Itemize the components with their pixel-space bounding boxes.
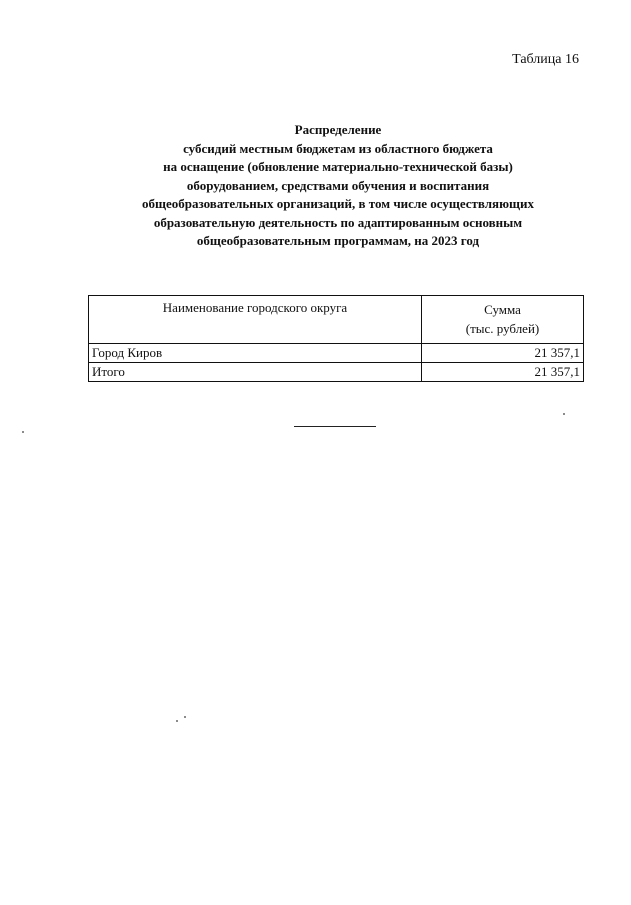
scan-speck [176, 720, 178, 722]
column-header-sum [422, 296, 584, 344]
column-header-sum-unit: (тыс. рублей) [465, 321, 540, 336]
table-total-row [89, 363, 584, 382]
row-total-value: 21 357,1 [422, 363, 584, 382]
row-total-label: Итого [89, 363, 422, 382]
scan-speck [184, 716, 186, 718]
end-separator-line [294, 426, 376, 427]
table-header-row [89, 296, 584, 344]
column-header-district: Наименование городского округа [89, 296, 422, 344]
heading-line: общеобразовательных организаций, в том числе осуществляющих [142, 196, 534, 211]
heading-line: оборудованием, средствами обучения и воспитания [186, 177, 490, 193]
table-row [89, 344, 584, 363]
heading-line: на оснащение (обновление материально-технической базы) [163, 159, 513, 174]
heading-line: образовательную деятельность по адаптированным основным [153, 214, 523, 230]
distribution-table [88, 295, 584, 382]
heading-line: Распределение [294, 122, 382, 137]
scan-speck [22, 431, 24, 433]
document-heading [80, 121, 596, 251]
scan-speck [563, 413, 565, 415]
column-header-sum-title: Сумма [484, 302, 521, 317]
heading-line: субсидий местным бюджетам из областного бюджета [183, 140, 493, 156]
heading-line: общеобразовательным программам, на 2023 год [196, 233, 480, 248]
row-sum-value: 21 357,1 [422, 344, 584, 363]
row-district-name: Город Киров [89, 344, 422, 363]
table-number-label: Таблица 16 [512, 52, 579, 67]
